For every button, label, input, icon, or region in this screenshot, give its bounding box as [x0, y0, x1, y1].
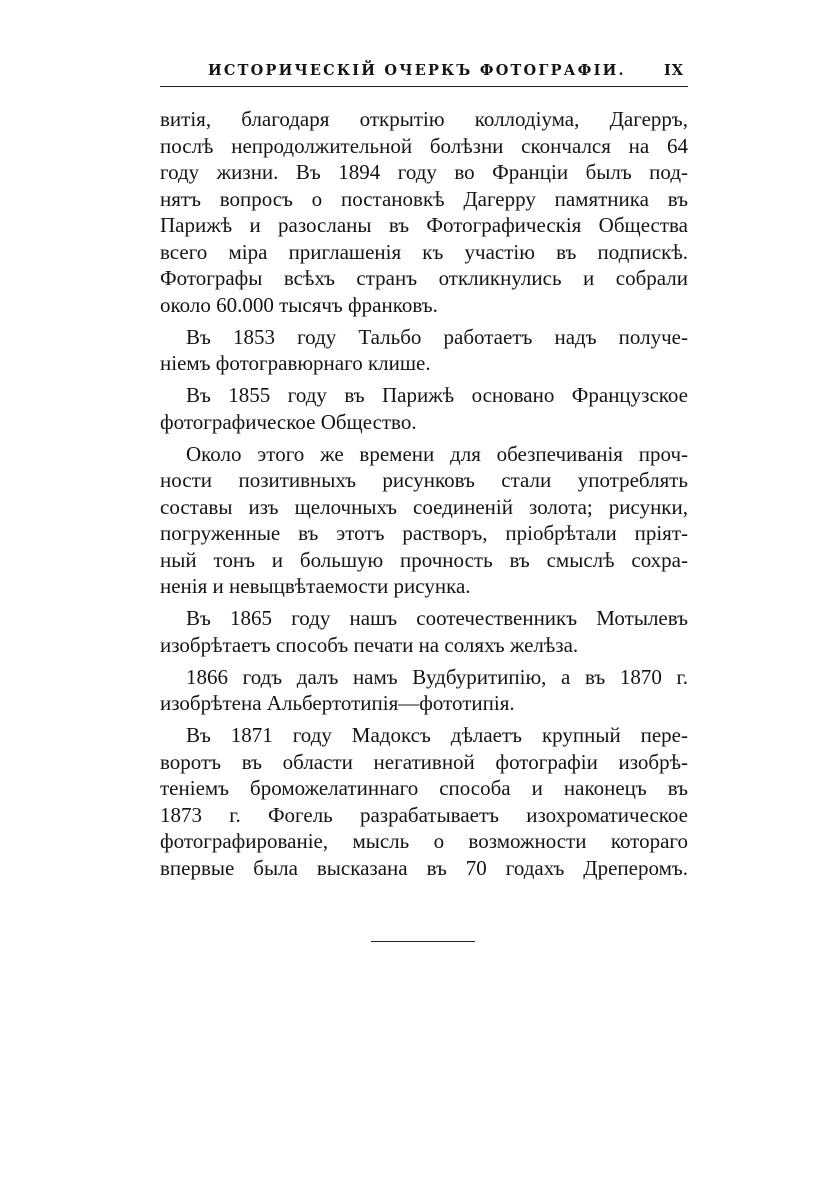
text-line: 1873 г. Фогель разрабатываетъ изохроматическое [160, 802, 688, 827]
text-line: Въ 1871 году Мадоксъ дѣлаетъ крупный пере- [186, 723, 688, 747]
text-line: Парижѣ и разосланы въ Фотографическія Общества [160, 213, 688, 237]
text-line: ніемъ фотогравюрнаго клише. [160, 351, 431, 375]
end-of-chapter-rule [371, 941, 475, 942]
paragraph-3 [160, 382, 688, 435]
paragraph-2 [160, 324, 688, 377]
running-head [160, 62, 688, 84]
paragraph-4 [160, 441, 688, 600]
text-line: году жизни. Въ 1894 году во Франціи былъ под- [160, 160, 688, 184]
text-line: погруженные въ этотъ растворъ, пріобрѣтали пріят- [160, 521, 688, 545]
text-line: 1866 годъ далъ намъ Вудбуритипію, а въ 1870 г. [186, 664, 688, 689]
text-line: Въ 1853 году Тальбо работаетъ надъ получе- [186, 324, 688, 349]
text-line: всего міра приглашенія къ участію въ подпискѣ. [160, 239, 688, 264]
text-line: ный тонъ и большую прочность въ смыслѣ сохра- [160, 547, 688, 572]
text-line: послѣ непродолжительной болѣзни скончался на 64 [160, 133, 688, 158]
text-line: Около этого же времени для обезпечиванія проч- [186, 441, 688, 466]
paragraph-7 [160, 722, 688, 881]
text-line: ненія и невыцвѣтаемости рисунка. [160, 574, 471, 598]
text-line: изобрѣтаетъ способъ печати на соляхъ желѣза. [160, 632, 579, 657]
page-number: IX [663, 62, 684, 79]
text-line: ности позитивныхъ рисунковъ стали употреблять [160, 468, 688, 492]
paragraph-6 [160, 664, 688, 717]
paragraph-1 [160, 106, 688, 318]
text-line: теніемъ броможелатиннаго способа и наконецъ въ [160, 776, 688, 800]
text-line: витія, благодаря открытію коллодіума, Дагерръ, [160, 107, 688, 131]
text-line: изобрѣтена Альбертотипія—фототипія. [160, 691, 515, 715]
text-line: около 60.000 тысячъ франковъ. [160, 292, 438, 317]
text-line: Въ 1865 году нашъ соотечественникъ Мотылевъ [186, 606, 688, 630]
text-line: впервые была высказана въ 70 годахъ Дреперомъ. [160, 855, 688, 880]
text-line: воротъ въ области негативной фотографіи изобрѣ- [160, 749, 688, 774]
text-line: Фотографы всѣхъ странъ откликнулись и собрали [160, 266, 688, 290]
header-rule [160, 86, 688, 87]
text-line: фотографическое Общество. [160, 409, 417, 434]
paragraph-5 [160, 605, 688, 658]
text-line: составы изъ щелочныхъ соединеній золота; рисунки, [160, 494, 688, 519]
text-line: фотографированіе, мысль о возможности котораго [160, 829, 688, 853]
running-title: ИСТОРИЧЕСКІЙ ОЧЕРКЪ ФОТОГРАФІИ. [208, 62, 626, 79]
text-line: нятъ вопросъ о постановкѣ Дагерру памятника въ [160, 186, 688, 211]
text-line: Въ 1855 году въ Парижѣ основано Французское [186, 383, 688, 407]
body-text [160, 106, 688, 887]
